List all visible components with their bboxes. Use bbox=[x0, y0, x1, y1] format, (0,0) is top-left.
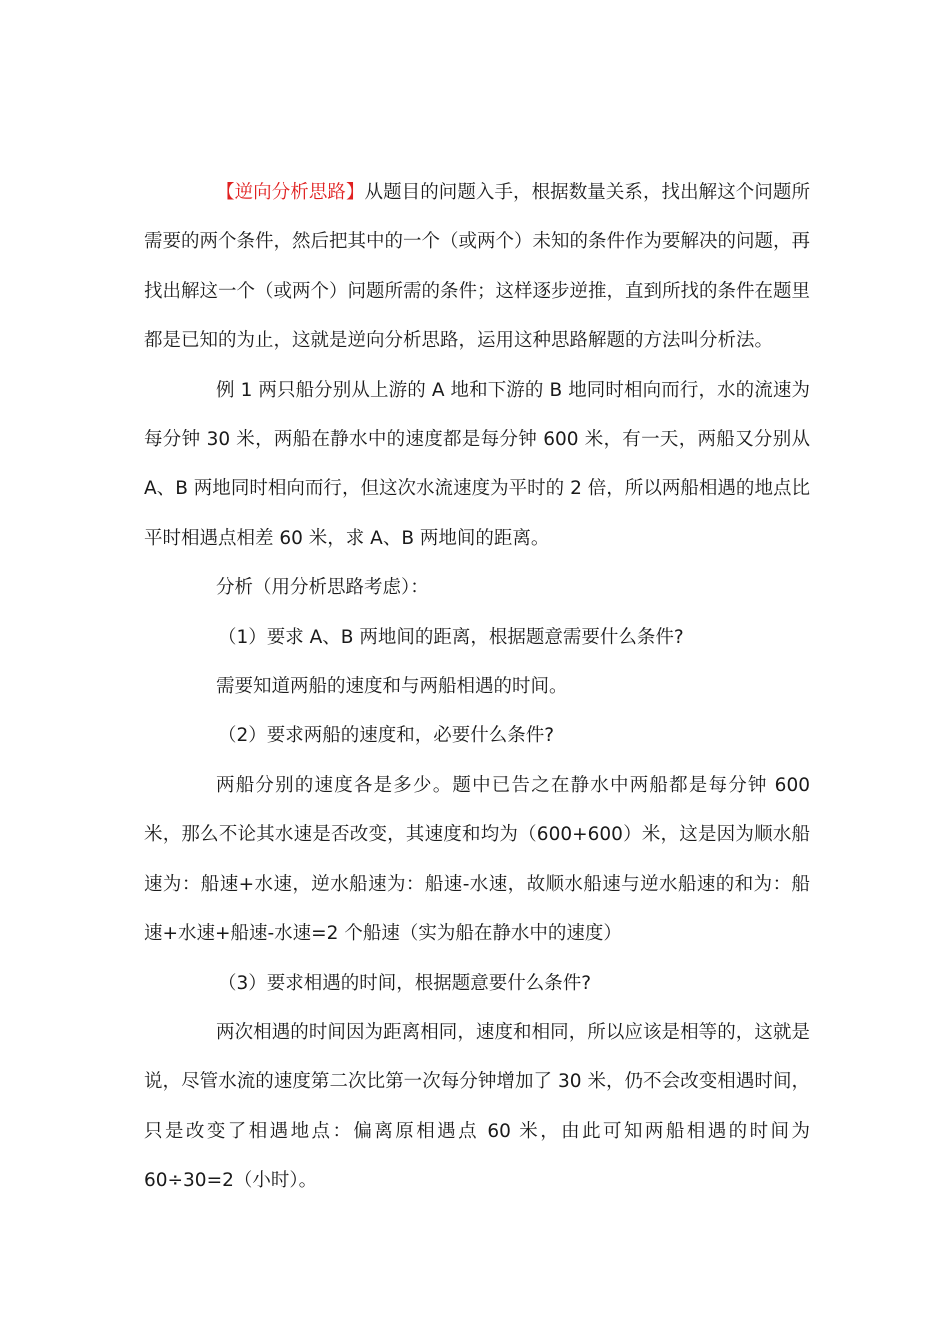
intro-text: 从题目的问题入手，根据数量关系，找出解这个问题所需要的两个条件，然后把其中的一个（或两个）未知的条件作为要解决的问题，再找出解这一个（或两个）问题所需的条件；这样逐步逆推，直到所找的条件在题里都是已知的为止，这就是逆向分析思路，运用这种思路解题的方法叫分析法。 bbox=[144, 182, 811, 352]
answer-1: 需要知道两船的速度和与两船相遇的时间。 bbox=[216, 676, 568, 698]
question-3: （3）要求相遇的时间，根据题意要什么条件? bbox=[218, 972, 592, 994]
question-1: （1）要求 A、B 两地间的距离，根据题意需要什么条件? bbox=[218, 626, 684, 648]
example-paragraph: 例 1 两只船分别从上游的 A 地和下游的 B 地同时相向而行，水的流速为每分钟 30 米，两船在静水中的速度都是每分钟 600 米，有一天，两船又分别从 A、B 两地同时相向而行，但这次水流速度为平时的 2 倍，所以两船相遇的地点比平时相遇点相差 60 米，求 A、B 两地间的距离。 bbox=[144, 379, 810, 549]
question-2: （2）要求两船的速度和，必要什么条件? bbox=[218, 725, 555, 747]
intro-highlight: 【逆向分析思路】 bbox=[216, 182, 365, 203]
intro-paragraph bbox=[144, 168, 810, 366]
answer-2: 两船分别的速度各是多少。题中已告之在静水中两船都是每分钟 600 米，那么不论其水速是否改变，其速度和均为（600+600）米，这是因为顺水船速为：船速+水速，逆水船速为：船速-水速，故顺水船速与逆水船速的和为：船速+水速+船速-水速=2 个船速（实为船在静水中的速度） bbox=[144, 774, 810, 945]
document-page bbox=[144, 168, 810, 1206]
answer-3: 两次相遇的时间因为距离相同，速度和相同，所以应该是相等的，这就是说，尽管水流的速度第二次比第一次每分钟增加了 30 米，仍不会改变相遇时间，只是改变了相遇地点：偏离原相遇点 60 米，由此可知两船相遇的时间为 60÷30=2（小时）。 bbox=[144, 1021, 810, 1192]
analysis-title: 分析（用分析思路考虑）： bbox=[216, 577, 429, 599]
